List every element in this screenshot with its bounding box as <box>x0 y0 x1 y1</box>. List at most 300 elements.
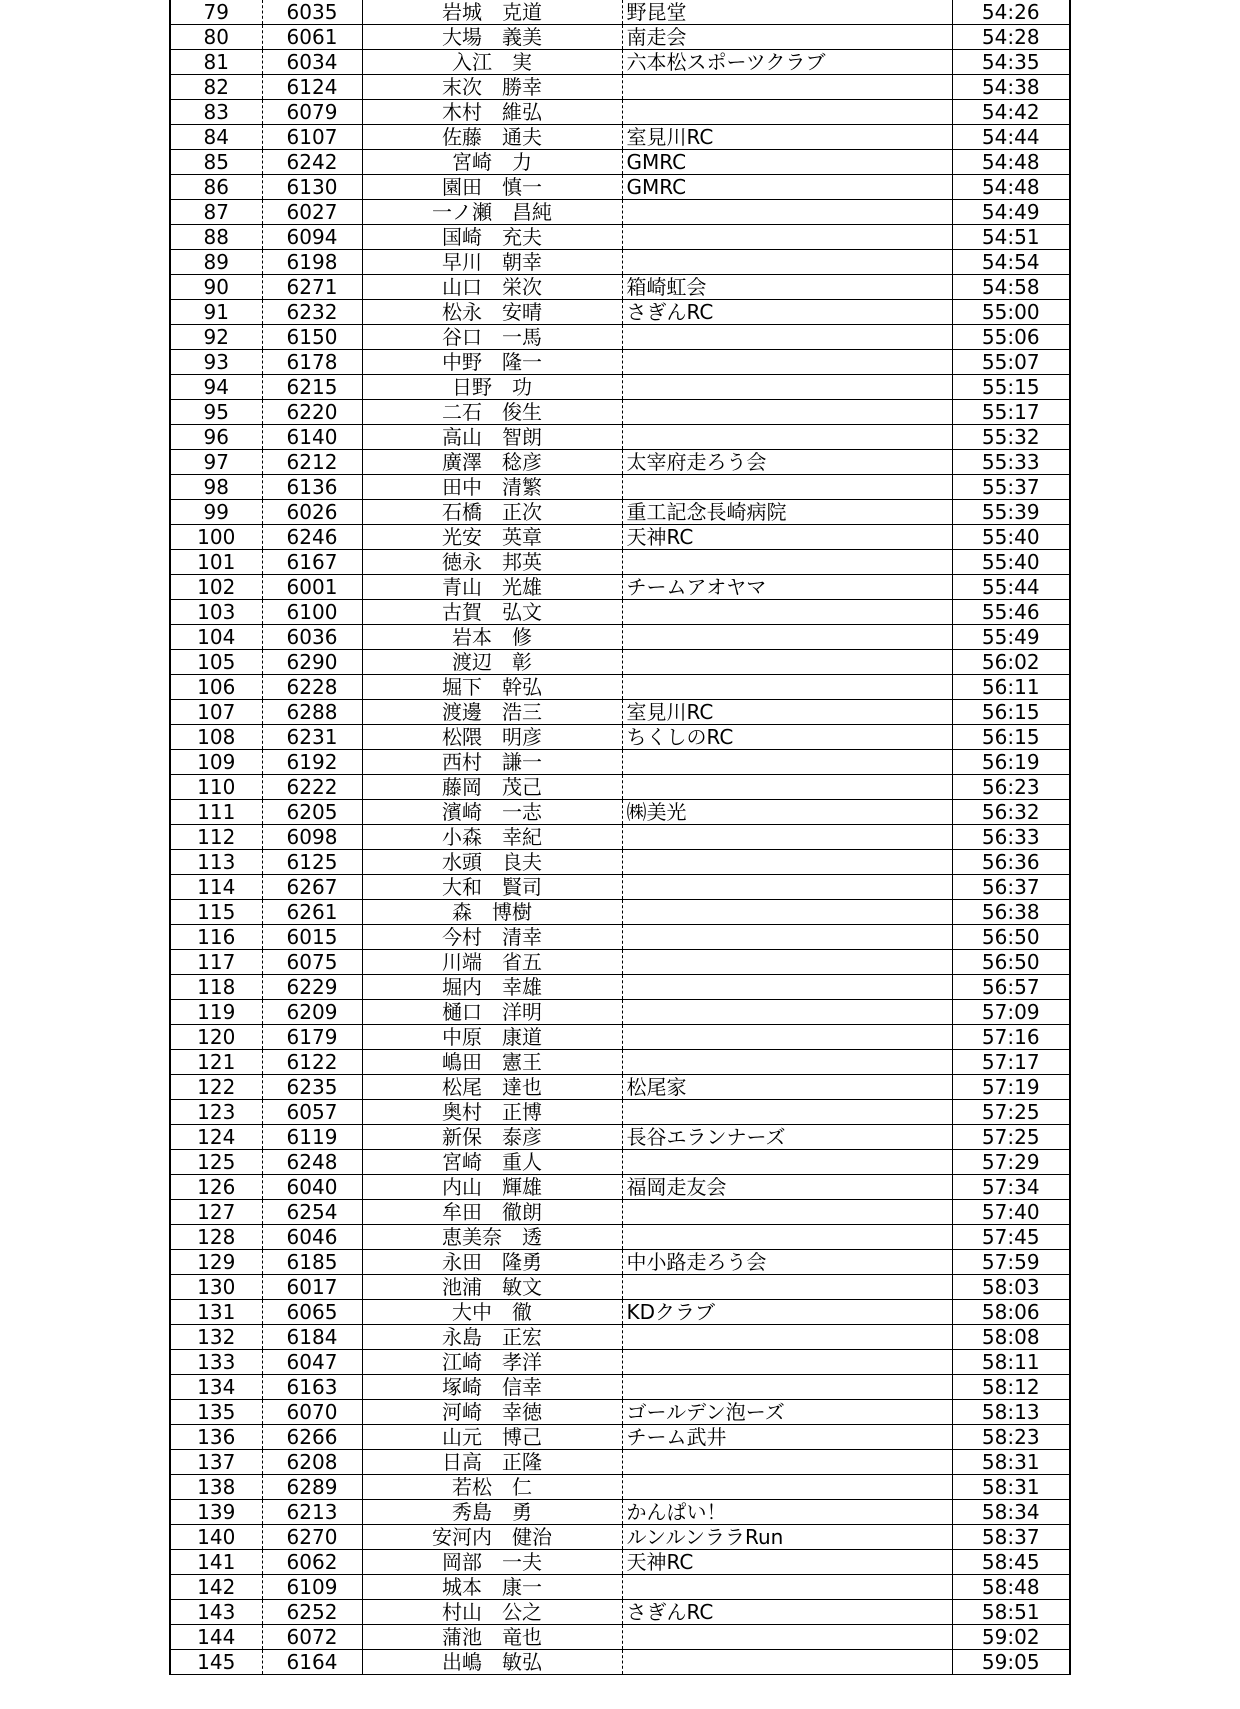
table-row <box>170 1100 1070 1125</box>
bib-number-cell: 6124 <box>262 75 362 100</box>
rank-cell: 83 <box>170 100 262 125</box>
rank-cell: 127 <box>170 1200 262 1225</box>
table-row <box>170 250 1070 275</box>
finish-time-cell: 56:50 <box>952 925 1070 950</box>
bib-number-cell: 6119 <box>262 1125 362 1150</box>
finish-time-cell: 56:23 <box>952 775 1070 800</box>
runner-name-cell: 宮崎 力 <box>362 150 622 175</box>
club-name-cell: 野昆堂 <box>622 0 952 25</box>
club-name-cell <box>622 75 952 100</box>
table-row <box>170 450 1070 475</box>
club-name-cell: ㈱美光 <box>622 800 952 825</box>
bib-number-cell: 6040 <box>262 1175 362 1200</box>
rank-cell: 130 <box>170 1275 262 1300</box>
runner-name-cell: 牟田 徹朗 <box>362 1200 622 1225</box>
club-name-cell <box>622 400 952 425</box>
bib-number-cell: 6228 <box>262 675 362 700</box>
rank-cell: 114 <box>170 875 262 900</box>
rank-cell: 125 <box>170 1150 262 1175</box>
bib-number-cell: 6125 <box>262 850 362 875</box>
table-row <box>170 950 1070 975</box>
table-row <box>170 900 1070 925</box>
rank-cell: 80 <box>170 25 262 50</box>
bib-number-cell: 6261 <box>262 900 362 925</box>
club-name-cell: 箱崎虹会 <box>622 275 952 300</box>
table-row <box>170 775 1070 800</box>
finish-time-cell: 54:44 <box>952 125 1070 150</box>
finish-time-cell: 54:28 <box>952 25 1070 50</box>
table-row <box>170 0 1070 25</box>
runner-name-cell: 濱崎 一志 <box>362 800 622 825</box>
runner-name-cell: 小森 幸紀 <box>362 825 622 850</box>
finish-time-cell: 59:02 <box>952 1625 1070 1650</box>
runner-name-cell: 川端 省五 <box>362 950 622 975</box>
club-name-cell <box>622 425 952 450</box>
rank-cell: 129 <box>170 1250 262 1275</box>
club-name-cell <box>622 350 952 375</box>
finish-time-cell: 54:48 <box>952 150 1070 175</box>
bib-number-cell: 6246 <box>262 525 362 550</box>
table-row <box>170 375 1070 400</box>
runner-name-cell: 大場 義美 <box>362 25 622 50</box>
bib-number-cell: 6184 <box>262 1325 362 1350</box>
table-row <box>170 225 1070 250</box>
bib-number-cell: 6034 <box>262 50 362 75</box>
rank-cell: 138 <box>170 1475 262 1500</box>
table-row <box>170 1325 1070 1350</box>
club-name-cell <box>622 1375 952 1400</box>
club-name-cell <box>622 1100 952 1125</box>
bib-number-cell: 6098 <box>262 825 362 850</box>
finish-time-cell: 55:49 <box>952 625 1070 650</box>
finish-time-cell: 56:19 <box>952 750 1070 775</box>
bib-number-cell: 6027 <box>262 200 362 225</box>
club-name-cell: 松尾家 <box>622 1075 952 1100</box>
finish-time-cell: 55:00 <box>952 300 1070 325</box>
runner-name-cell: 日野 功 <box>362 375 622 400</box>
table-row <box>170 825 1070 850</box>
rank-cell: 126 <box>170 1175 262 1200</box>
club-name-cell: ゴールデン泡ーズ <box>622 1400 952 1425</box>
runner-name-cell: 渡辺 彰 <box>362 650 622 675</box>
runner-name-cell: 末次 勝幸 <box>362 75 622 100</box>
bib-number-cell: 6140 <box>262 425 362 450</box>
club-name-cell: ちくしのRC <box>622 725 952 750</box>
rank-cell: 135 <box>170 1400 262 1425</box>
table-row <box>170 1350 1070 1375</box>
club-name-cell <box>622 650 952 675</box>
bib-number-cell: 6208 <box>262 1450 362 1475</box>
rank-cell: 89 <box>170 250 262 275</box>
table-row <box>170 325 1070 350</box>
table-row <box>170 200 1070 225</box>
finish-time-cell: 54:26 <box>952 0 1070 25</box>
rank-cell: 123 <box>170 1100 262 1125</box>
rank-cell: 109 <box>170 750 262 775</box>
club-name-cell <box>622 1275 952 1300</box>
table-row <box>170 1225 1070 1250</box>
finish-time-cell: 54:49 <box>952 200 1070 225</box>
club-name-cell <box>622 1350 952 1375</box>
rank-cell: 97 <box>170 450 262 475</box>
runner-name-cell: 塚崎 信幸 <box>362 1375 622 1400</box>
runner-name-cell: 恵美奈 透 <box>362 1225 622 1250</box>
club-name-cell <box>622 825 952 850</box>
finish-time-cell: 55:46 <box>952 600 1070 625</box>
club-name-cell <box>622 225 952 250</box>
runner-name-cell: 高山 智朗 <box>362 425 622 450</box>
finish-time-cell: 58:34 <box>952 1500 1070 1525</box>
bib-number-cell: 6065 <box>262 1300 362 1325</box>
club-name-cell <box>622 200 952 225</box>
runner-name-cell: 城本 康一 <box>362 1575 622 1600</box>
rank-cell: 137 <box>170 1450 262 1475</box>
club-name-cell <box>622 625 952 650</box>
runner-name-cell: 秀島 勇 <box>362 1500 622 1525</box>
runner-name-cell: 安河内 健治 <box>362 1525 622 1550</box>
finish-time-cell: 56:32 <box>952 800 1070 825</box>
finish-time-cell: 54:35 <box>952 50 1070 75</box>
runner-name-cell: 谷口 一馬 <box>362 325 622 350</box>
bib-number-cell: 6192 <box>262 750 362 775</box>
finish-time-cell: 59:05 <box>952 1650 1070 1675</box>
rank-cell: 144 <box>170 1625 262 1650</box>
club-name-cell <box>622 1450 952 1475</box>
rank-cell: 143 <box>170 1600 262 1625</box>
finish-time-cell: 58:31 <box>952 1475 1070 1500</box>
rank-cell: 91 <box>170 300 262 325</box>
bib-number-cell: 6164 <box>262 1650 362 1675</box>
runner-name-cell: 藤岡 茂己 <box>362 775 622 800</box>
finish-time-cell: 58:13 <box>952 1400 1070 1425</box>
runner-name-cell: 大中 徹 <box>362 1300 622 1325</box>
runner-name-cell: 早川 朝幸 <box>362 250 622 275</box>
table-row <box>170 625 1070 650</box>
finish-time-cell: 57:29 <box>952 1150 1070 1175</box>
table-row <box>170 725 1070 750</box>
club-name-cell: 天神RC <box>622 525 952 550</box>
finish-time-cell: 56:38 <box>952 900 1070 925</box>
finish-time-cell: 58:51 <box>952 1600 1070 1625</box>
runner-name-cell: 中原 康道 <box>362 1025 622 1050</box>
rank-cell: 96 <box>170 425 262 450</box>
club-name-cell <box>622 775 952 800</box>
finish-time-cell: 57:59 <box>952 1250 1070 1275</box>
runner-name-cell: 内山 輝雄 <box>362 1175 622 1200</box>
table-row <box>170 100 1070 125</box>
rank-cell: 111 <box>170 800 262 825</box>
club-name-cell <box>622 1225 952 1250</box>
club-name-cell: かんぱい！ <box>622 1500 952 1525</box>
club-name-cell <box>622 1325 952 1350</box>
finish-time-cell: 54:51 <box>952 225 1070 250</box>
rank-cell: 120 <box>170 1025 262 1050</box>
club-name-cell: 太宰府走ろう会 <box>622 450 952 475</box>
table-row <box>170 550 1070 575</box>
club-name-cell: 六本松スポーツクラブ <box>622 50 952 75</box>
table-row <box>170 1475 1070 1500</box>
finish-time-cell: 55:15 <box>952 375 1070 400</box>
runner-name-cell: 樋口 洋明 <box>362 1000 622 1025</box>
runner-name-cell: 永島 正宏 <box>362 1325 622 1350</box>
bib-number-cell: 6205 <box>262 800 362 825</box>
runner-name-cell: 廣澤 稔彦 <box>362 450 622 475</box>
rank-cell: 86 <box>170 175 262 200</box>
club-name-cell <box>622 750 952 775</box>
club-name-cell <box>622 675 952 700</box>
table-row <box>170 1025 1070 1050</box>
table-row <box>170 1250 1070 1275</box>
rank-cell: 131 <box>170 1300 262 1325</box>
bib-number-cell: 6070 <box>262 1400 362 1425</box>
runner-name-cell: 堀下 幹弘 <box>362 675 622 700</box>
rank-cell: 134 <box>170 1375 262 1400</box>
finish-time-cell: 54:48 <box>952 175 1070 200</box>
finish-time-cell: 55:07 <box>952 350 1070 375</box>
bib-number-cell: 6107 <box>262 125 362 150</box>
rank-cell: 141 <box>170 1550 262 1575</box>
bib-number-cell: 6222 <box>262 775 362 800</box>
bib-number-cell: 6036 <box>262 625 362 650</box>
finish-time-cell: 58:06 <box>952 1300 1070 1325</box>
runner-name-cell: 松隈 明彦 <box>362 725 622 750</box>
runner-name-cell: 山口 栄次 <box>362 275 622 300</box>
bib-number-cell: 6122 <box>262 1050 362 1075</box>
rank-cell: 140 <box>170 1525 262 1550</box>
rank-cell: 124 <box>170 1125 262 1150</box>
table-row <box>170 25 1070 50</box>
runner-name-cell: 石橋 正次 <box>362 500 622 525</box>
bib-number-cell: 6079 <box>262 100 362 125</box>
table-row <box>170 525 1070 550</box>
rank-cell: 142 <box>170 1575 262 1600</box>
club-name-cell <box>622 1475 952 1500</box>
finish-time-cell: 57:45 <box>952 1225 1070 1250</box>
bib-number-cell: 6198 <box>262 250 362 275</box>
bib-number-cell: 6252 <box>262 1600 362 1625</box>
table-row <box>170 1625 1070 1650</box>
rank-cell: 88 <box>170 225 262 250</box>
finish-time-cell: 57:16 <box>952 1025 1070 1050</box>
club-name-cell: 中小路走ろう会 <box>622 1250 952 1275</box>
rank-cell: 116 <box>170 925 262 950</box>
club-name-cell <box>622 850 952 875</box>
finish-time-cell: 58:45 <box>952 1550 1070 1575</box>
club-name-cell: さぎんRC <box>622 300 952 325</box>
bib-number-cell: 6209 <box>262 1000 362 1025</box>
runner-name-cell: 岡部 一夫 <box>362 1550 622 1575</box>
club-name-cell <box>622 925 952 950</box>
finish-time-cell: 57:25 <box>952 1125 1070 1150</box>
runner-name-cell: 出嶋 敏弘 <box>362 1650 622 1675</box>
finish-time-cell: 58:12 <box>952 1375 1070 1400</box>
runner-name-cell: 河崎 幸徳 <box>362 1400 622 1425</box>
runner-name-cell: 池浦 敏文 <box>362 1275 622 1300</box>
finish-time-cell: 54:58 <box>952 275 1070 300</box>
runner-name-cell: 松尾 達也 <box>362 1075 622 1100</box>
runner-name-cell: 岩本 修 <box>362 625 622 650</box>
bib-number-cell: 6220 <box>262 400 362 425</box>
runner-name-cell: 松永 安晴 <box>362 300 622 325</box>
table-row <box>170 475 1070 500</box>
rank-cell: 133 <box>170 1350 262 1375</box>
rank-cell: 118 <box>170 975 262 1000</box>
runner-name-cell: 二石 俊生 <box>362 400 622 425</box>
club-name-cell: GMRC <box>622 175 952 200</box>
runner-name-cell: 森 博樹 <box>362 900 622 925</box>
club-name-cell: KDクラブ <box>622 1300 952 1325</box>
table-row <box>170 125 1070 150</box>
table-row <box>170 500 1070 525</box>
club-name-cell: 重工記念長崎病院 <box>622 500 952 525</box>
bib-number-cell: 6035 <box>262 0 362 25</box>
rank-cell: 81 <box>170 50 262 75</box>
club-name-cell <box>622 600 952 625</box>
table-row <box>170 675 1070 700</box>
rank-cell: 94 <box>170 375 262 400</box>
table-row <box>170 350 1070 375</box>
rank-cell: 104 <box>170 625 262 650</box>
finish-time-cell: 55:40 <box>952 525 1070 550</box>
bib-number-cell: 6094 <box>262 225 362 250</box>
club-name-cell: チームアオヤマ <box>622 575 952 600</box>
table-row <box>170 1450 1070 1475</box>
club-name-cell <box>622 900 952 925</box>
club-name-cell <box>622 1200 952 1225</box>
table-row <box>170 1500 1070 1525</box>
bib-number-cell: 6167 <box>262 550 362 575</box>
finish-time-cell: 56:15 <box>952 725 1070 750</box>
table-row <box>170 1400 1070 1425</box>
finish-time-cell: 55:44 <box>952 575 1070 600</box>
finish-time-cell: 56:50 <box>952 950 1070 975</box>
bib-number-cell: 6254 <box>262 1200 362 1225</box>
club-name-cell <box>622 875 952 900</box>
rank-cell: 139 <box>170 1500 262 1525</box>
bib-number-cell: 6235 <box>262 1075 362 1100</box>
table-row <box>170 1000 1070 1025</box>
finish-time-cell: 55:33 <box>952 450 1070 475</box>
bib-number-cell: 6215 <box>262 375 362 400</box>
bib-number-cell: 6062 <box>262 1550 362 1575</box>
finish-time-cell: 57:25 <box>952 1100 1070 1125</box>
club-name-cell <box>622 1575 952 1600</box>
rank-cell: 115 <box>170 900 262 925</box>
table-row <box>170 1275 1070 1300</box>
club-name-cell <box>622 1150 952 1175</box>
finish-time-cell: 58:48 <box>952 1575 1070 1600</box>
finish-time-cell: 54:54 <box>952 250 1070 275</box>
finish-time-cell: 54:38 <box>952 75 1070 100</box>
rank-cell: 99 <box>170 500 262 525</box>
runner-name-cell: 水頭 良夫 <box>362 850 622 875</box>
runner-name-cell: 新保 泰彦 <box>362 1125 622 1150</box>
bib-number-cell: 6178 <box>262 350 362 375</box>
bib-number-cell: 6179 <box>262 1025 362 1050</box>
bib-number-cell: 6231 <box>262 725 362 750</box>
table-row <box>170 700 1070 725</box>
bib-number-cell: 6288 <box>262 700 362 725</box>
results-body <box>170 0 1070 1675</box>
table-row <box>170 925 1070 950</box>
table-row <box>170 1575 1070 1600</box>
rank-cell: 102 <box>170 575 262 600</box>
club-name-cell: さぎんRC <box>622 1600 952 1625</box>
finish-time-cell: 57:09 <box>952 1000 1070 1025</box>
club-name-cell: チーム武井 <box>622 1425 952 1450</box>
table-row <box>170 600 1070 625</box>
table-row <box>170 1175 1070 1200</box>
rank-cell: 110 <box>170 775 262 800</box>
runner-name-cell: 木村 維弘 <box>362 100 622 125</box>
bib-number-cell: 6026 <box>262 500 362 525</box>
runner-name-cell: 青山 光雄 <box>362 575 622 600</box>
runner-name-cell: 日高 正隆 <box>362 1450 622 1475</box>
runner-name-cell: 園田 慎一 <box>362 175 622 200</box>
finish-time-cell: 57:40 <box>952 1200 1070 1225</box>
runner-name-cell: 大和 賢司 <box>362 875 622 900</box>
rank-cell: 85 <box>170 150 262 175</box>
club-name-cell <box>622 1650 952 1675</box>
finish-time-cell: 58:03 <box>952 1275 1070 1300</box>
table-row <box>170 1425 1070 1450</box>
rank-cell: 101 <box>170 550 262 575</box>
rank-cell: 119 <box>170 1000 262 1025</box>
club-name-cell <box>622 100 952 125</box>
finish-time-cell: 58:11 <box>952 1350 1070 1375</box>
runner-name-cell: 徳永 邦英 <box>362 550 622 575</box>
finish-time-cell: 57:17 <box>952 1050 1070 1075</box>
finish-time-cell: 54:42 <box>952 100 1070 125</box>
runner-name-cell: 佐藤 通夫 <box>362 125 622 150</box>
runner-name-cell: 永田 隆勇 <box>362 1250 622 1275</box>
rank-cell: 122 <box>170 1075 262 1100</box>
bib-number-cell: 6185 <box>262 1250 362 1275</box>
finish-time-cell: 55:32 <box>952 425 1070 450</box>
bib-number-cell: 6270 <box>262 1525 362 1550</box>
table-row <box>170 1150 1070 1175</box>
table-row <box>170 575 1070 600</box>
finish-time-cell: 58:37 <box>952 1525 1070 1550</box>
club-name-cell: 福岡走友会 <box>622 1175 952 1200</box>
rank-cell: 145 <box>170 1650 262 1675</box>
rank-cell: 117 <box>170 950 262 975</box>
rank-cell: 108 <box>170 725 262 750</box>
bib-number-cell: 6248 <box>262 1150 362 1175</box>
table-row <box>170 875 1070 900</box>
results-table <box>169 0 1071 1675</box>
rank-cell: 136 <box>170 1425 262 1450</box>
bib-number-cell: 6150 <box>262 325 362 350</box>
rank-cell: 132 <box>170 1325 262 1350</box>
table-row <box>170 400 1070 425</box>
rank-cell: 79 <box>170 0 262 25</box>
club-name-cell: 室見川RC <box>622 700 952 725</box>
rank-cell: 113 <box>170 850 262 875</box>
club-name-cell: GMRC <box>622 150 952 175</box>
club-name-cell: 天神RC <box>622 1550 952 1575</box>
finish-time-cell: 56:33 <box>952 825 1070 850</box>
club-name-cell: ルンルンララRun <box>622 1525 952 1550</box>
bib-number-cell: 6061 <box>262 25 362 50</box>
runner-name-cell: 国崎 充夫 <box>362 225 622 250</box>
runner-name-cell: 村山 公之 <box>362 1600 622 1625</box>
finish-time-cell: 58:31 <box>952 1450 1070 1475</box>
bib-number-cell: 6290 <box>262 650 362 675</box>
finish-time-cell: 58:23 <box>952 1425 1070 1450</box>
rank-cell: 95 <box>170 400 262 425</box>
runner-name-cell: 嶋田 憲王 <box>362 1050 622 1075</box>
